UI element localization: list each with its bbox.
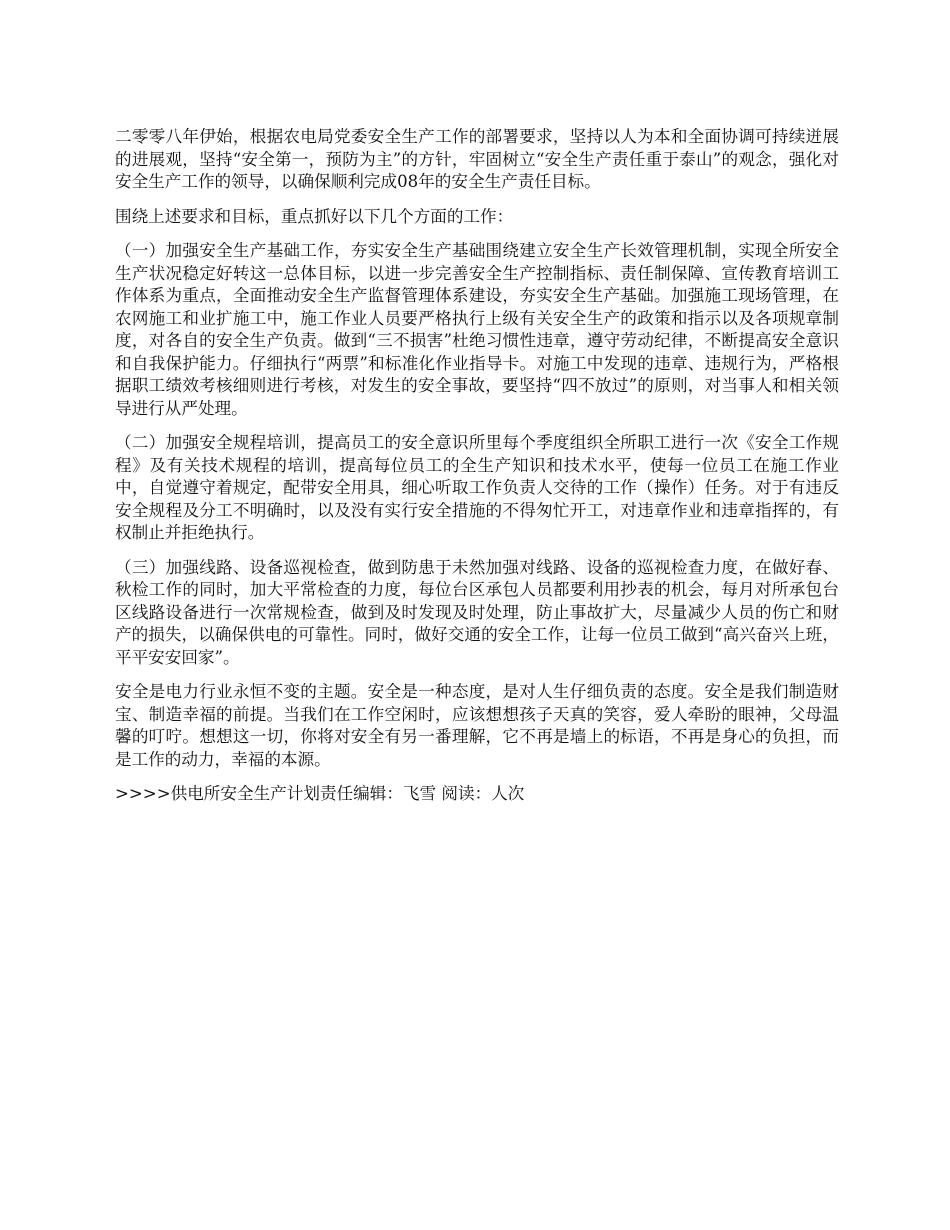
paragraph-section-2: （二）加强安全规程培训，提高员工的安全意识所里每个季度组织全所职工进行一次《安全工作规程》及有关技术规程的培训，提高每位员工的全生产知识和技术水平，使每一位员工在施工作业中，自觉遵守着规定，配带安全用具，细心听取工作负责人交待的工作（操作）任务。对于有违反安全规程及分工不明确时，以及没有实行安全措施的不得匆忙开工，对违章作业和违章指挥的，有权制止并拒绝执行。	[115, 433, 839, 542]
paragraph-intro: 二零零八年伊始，根据农电局党委安全生产工作的部署要求，坚持以人为本和全面协调可持续迸展的进展观，坚持“安全第一，预防为主”的方针，牢固树立“安全生产责任重于泰山”的观念，强化对安全生产工作的领导，以确保顺利完成08年的安全生产责任目标。	[115, 127, 839, 191]
document-body	[115, 126, 839, 818]
paragraph-section-1: （一）加强安全生产基础工作，夯实安全生产基础围绕建立安全生产长效管理机制，实现全所安全生产状况稳定好转这一总体目标，以进一步完善安全生产控制指标、责任制保障、宣传教育培训工作体系为重点，全面推动安全生产监督管理体系建设，夯实安全生产基础。加强施工现场管理，在农网施工和业扩施工中，施工作业人员要严格执行上级有关安全生产的政策和指示以及各项规章制度，对各自的安全生产负责。做到“三不损害”杜绝习惯性违章，遵守劳动纪律，不断提高安全意识和自我保护能力。仔细执行“两票”和标准化作业指导卡。对施工中发现的违章、违规行为，严格根据职工绩效考核细则进行考核，对发生的安全事故，要坚持“四不放过”的原则，对当事人和相关领导进行从严处理。	[115, 241, 839, 418]
paragraph-summary: 围绕上述要求和目标，重点抓好以下几个方面的工作：	[115, 206, 514, 226]
footer-line: >>>>供电所安全生产计划责任编辑：飞雪 阅读：人次	[115, 784, 525, 803]
paragraph-section-3: （三）加强线路、设备巡视检查，做到防患于未然加强对线路、设备的巡视检查力度，在做好春、秋检工作的同时，加大平常检查的力度，每位台区承包人员都要利用抄表的机会，每月对所承包台区线路设备进行一次常规检查，做到及时发现及时处理，防止事故扩大，尽量减少人员的伤亡和财产的损失，以确保供电的可靠性。同时，做好交通的安全工作，让每一位员工做到“高兴奋兴上班，平平安安回家”。	[115, 557, 839, 667]
paragraph-conclusion: 安全是电力行业永恒不变的主题。安全是一种态度，是对人生仔细负责的态度。安全是我们制造财宝、制造幸福的前提。当我们在工作空闲时，应该想想孩子天真的笑容，爱人牵盼的眼神，父母温馨的叮咛。想想这一切，你将对安全有另一番理解，它不再是墙上的标语，不再是身心的负担，而是工作的动力，幸福的本源。	[115, 682, 839, 769]
